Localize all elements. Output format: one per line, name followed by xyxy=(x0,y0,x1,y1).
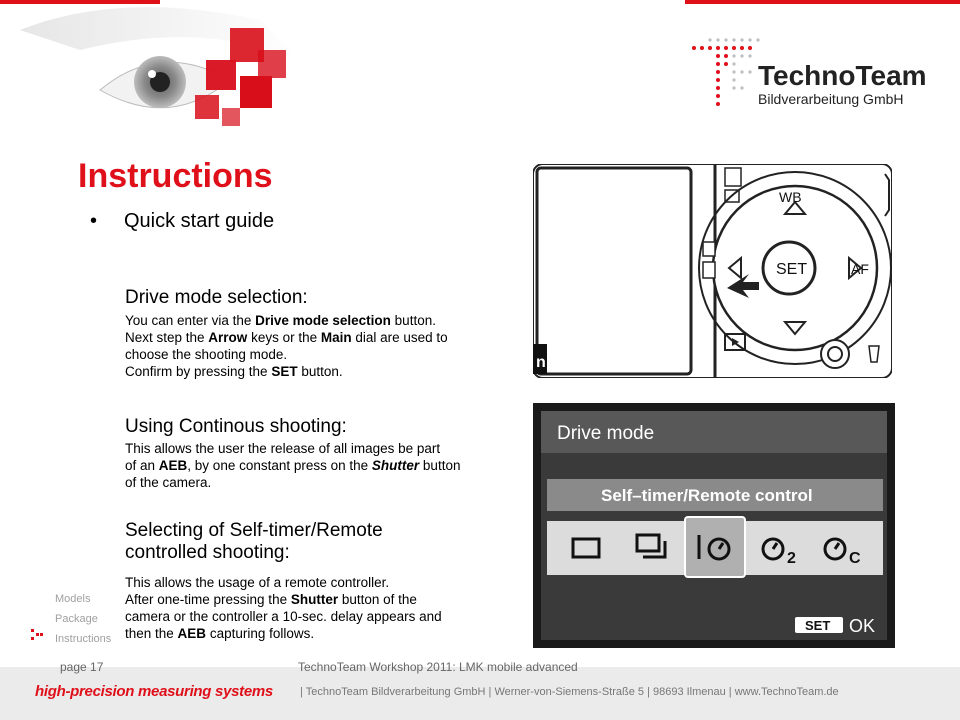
nav-item-models[interactable]: Models xyxy=(55,593,91,605)
menu-ok-label: OK xyxy=(849,616,876,636)
nav-active-marker-icon xyxy=(30,628,44,642)
top-accent-bar-right xyxy=(685,0,960,4)
erase-button-ring[interactable] xyxy=(821,340,849,368)
section-body-line: camera or the controller a 10-sec. delay appears and xyxy=(125,609,442,624)
option-suffix-2: 2 xyxy=(787,550,796,567)
section-body-line: After one-time pressing the Shutter button of the xyxy=(125,592,417,607)
menu-selected-label: Self–timer/Remote control xyxy=(601,486,813,505)
nav-item-instructions[interactable]: Instructions xyxy=(55,633,112,645)
section-body-continuous xyxy=(125,440,460,491)
bullet-text: Quick start guide xyxy=(124,210,275,232)
set-label: SET xyxy=(776,261,808,278)
section-body-line: Confirm by pressing the SET button. xyxy=(125,364,343,379)
technoteam-logo xyxy=(680,30,940,120)
section-body-line: then the AEB capturing follows. xyxy=(125,626,315,641)
section-body-line: You can enter via the Drive mode selection button. xyxy=(125,313,436,328)
drive-mode-menu-photo xyxy=(533,403,895,648)
section-heading-line: controlled shooting: xyxy=(125,542,290,563)
page-number: page 17 xyxy=(60,660,104,674)
section-body-self-timer xyxy=(125,574,442,642)
bullet-dot: • xyxy=(90,210,98,232)
section-body-line: choose the shooting mode. xyxy=(125,347,288,362)
option-suffix-c: C xyxy=(849,550,861,567)
section-body-line: Next step the Arrow keys or the Main dial are used to xyxy=(125,330,448,345)
footer-address: | TechnoTeam Bildverarbeitung GmbH | Werner-von-Siemens-Straße 5 | 98693 Ilmenau | www.TechnoTeam.de xyxy=(300,686,839,698)
camera-corner-label: n xyxy=(536,354,546,371)
nav-item-package[interactable]: Package xyxy=(55,613,98,625)
menu-title: Drive mode xyxy=(557,423,655,444)
wb-label: WB xyxy=(779,189,802,205)
page-title: Instructions xyxy=(78,157,273,195)
section-heading-line: Selecting of Self-timer/Remote xyxy=(125,520,383,541)
side-navigation xyxy=(55,589,111,649)
option-highlight xyxy=(685,517,745,577)
section-body-line: of an AEB, by one constant press on the Shutter button xyxy=(125,458,461,473)
section-heading-drive-mode: Drive mode selection: xyxy=(125,287,308,308)
brand-subtitle: Bildverarbeitung GmbH xyxy=(758,91,904,107)
workshop-title: TechnoTeam Workshop 2011: LMK mobile advanced xyxy=(298,660,578,674)
menu-set-key: SET xyxy=(805,618,831,633)
section-body-line: This allows the user the release of all images be part xyxy=(125,441,441,456)
section-body-line: This allows the usage of a remote controller. xyxy=(125,575,390,590)
bullet-item xyxy=(90,210,274,233)
section-heading-continuous: Using Continous shooting: xyxy=(125,416,347,437)
eye-logo-image xyxy=(0,0,380,150)
section-body-drive-mode xyxy=(125,312,448,380)
camera-back-photo xyxy=(533,164,892,378)
section-body-line: of the camera. xyxy=(125,475,212,490)
af-label: AF xyxy=(851,261,869,277)
section-heading-self-timer xyxy=(125,520,383,564)
brand-name: TechnoTeam xyxy=(758,60,927,91)
footer-tagline: high-precision measuring systems xyxy=(35,683,273,700)
